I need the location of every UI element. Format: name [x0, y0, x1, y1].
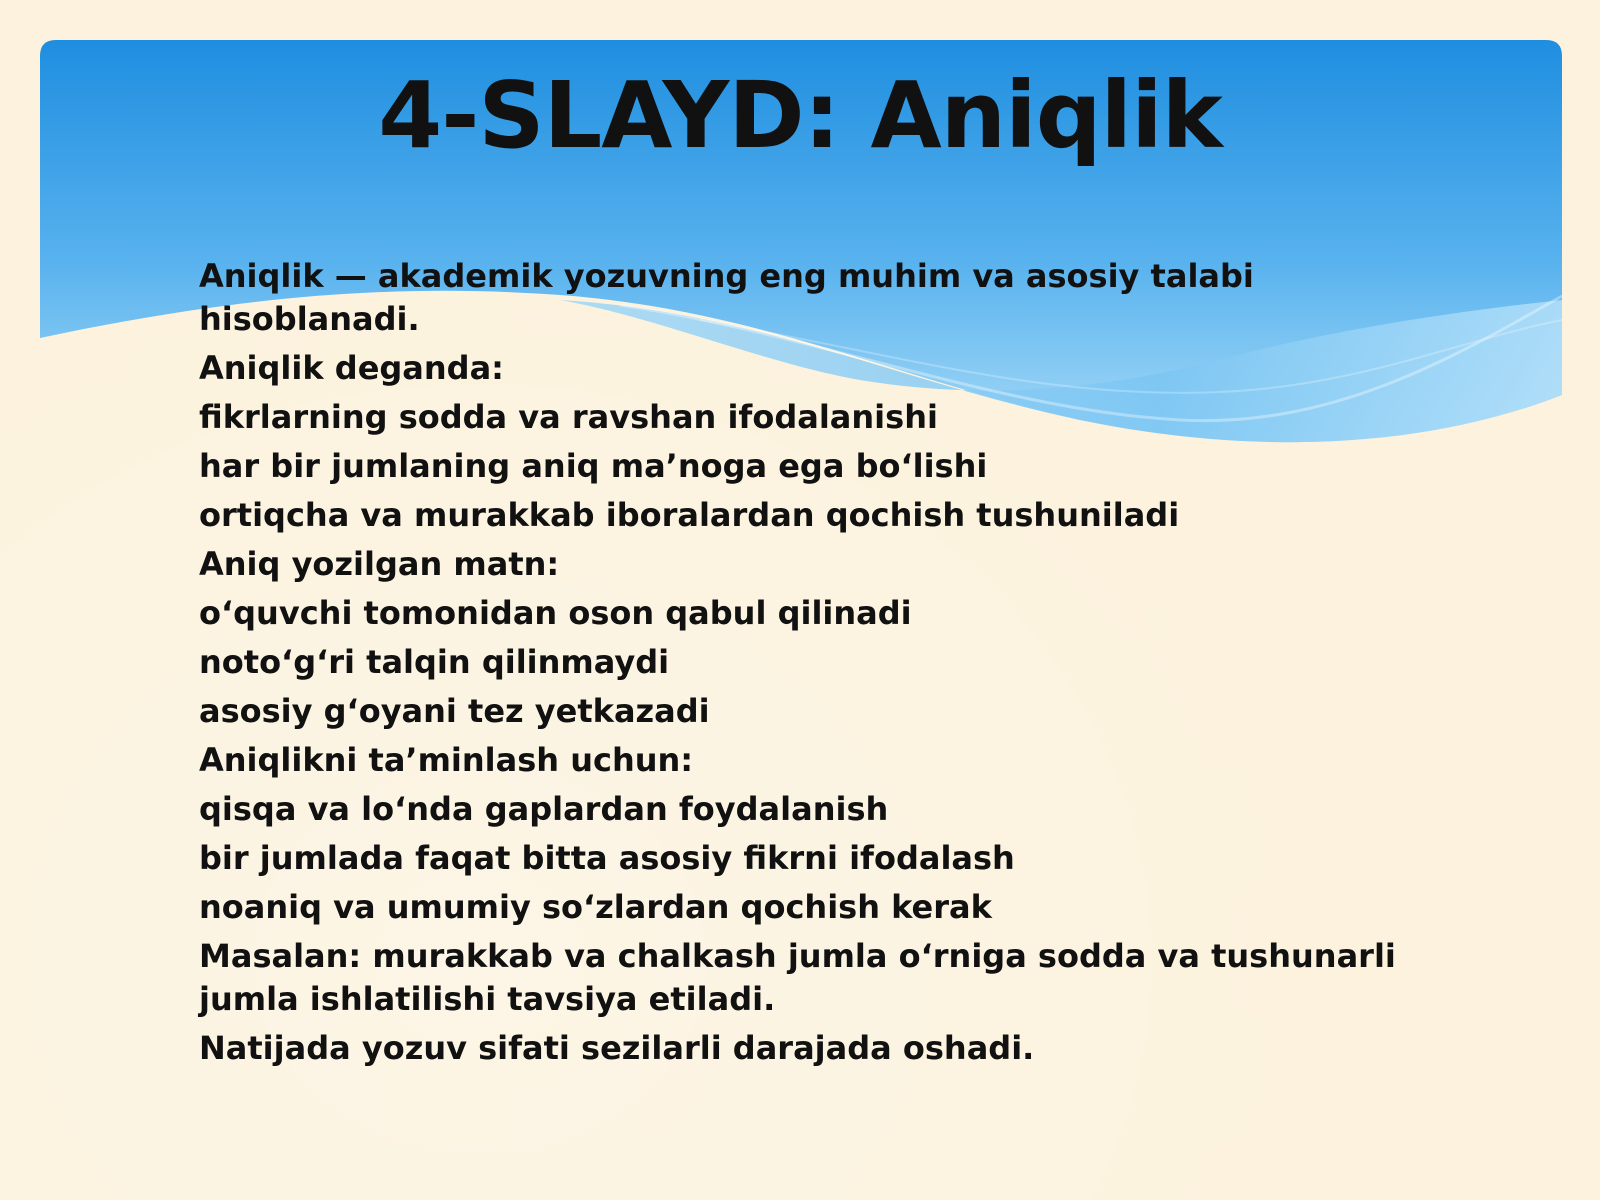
body-line: har bir jumlaning aniq ma’noga ega bo‘lishi — [199, 447, 988, 485]
body-line: fikrlarning sodda va ravshan ifodalanishi — [199, 398, 938, 436]
slide-body — [199, 255, 1429, 1076]
body-line: Aniq yozilgan matn: — [199, 545, 560, 583]
body-line: bir jumlada faqat bitta asosiy fikrni ifodalash — [199, 839, 1015, 877]
body-line: Aniqlik deganda: — [199, 349, 504, 387]
body-line: o‘quvchi tomonidan oson qabul qilinadi — [199, 594, 912, 632]
body-line: noto‘g‘ri talqin qilinmaydi — [199, 643, 670, 681]
body-line: qisqa va lo‘nda gaplardan foydalanish — [199, 790, 889, 828]
slide-title: 4-SLAYD: Aniqlik — [378, 62, 1222, 169]
body-line: Aniqlikni ta’minlash uchun: — [199, 741, 694, 779]
body-line: Aniqlik — akademik yozuvning eng muhim va asosiy talabi hisoblanadi. — [199, 257, 1254, 338]
body-line: Masalan: murakkab va chalkash jumla o‘rniga sodda va tushunarli jumla ishlatilishi tavsiya etiladi. — [199, 937, 1396, 1018]
body-line: noaniq va umumiy so‘zlardan qochish kerak — [199, 888, 992, 926]
body-line: ortiqcha va murakkab iboralardan qochish tushuniladi — [199, 496, 1180, 534]
body-line: asosiy g‘oyani tez yetkazadi — [199, 692, 710, 730]
body-line: Natijada yozuv sifati sezilarli darajada oshadi. — [199, 1029, 1035, 1067]
